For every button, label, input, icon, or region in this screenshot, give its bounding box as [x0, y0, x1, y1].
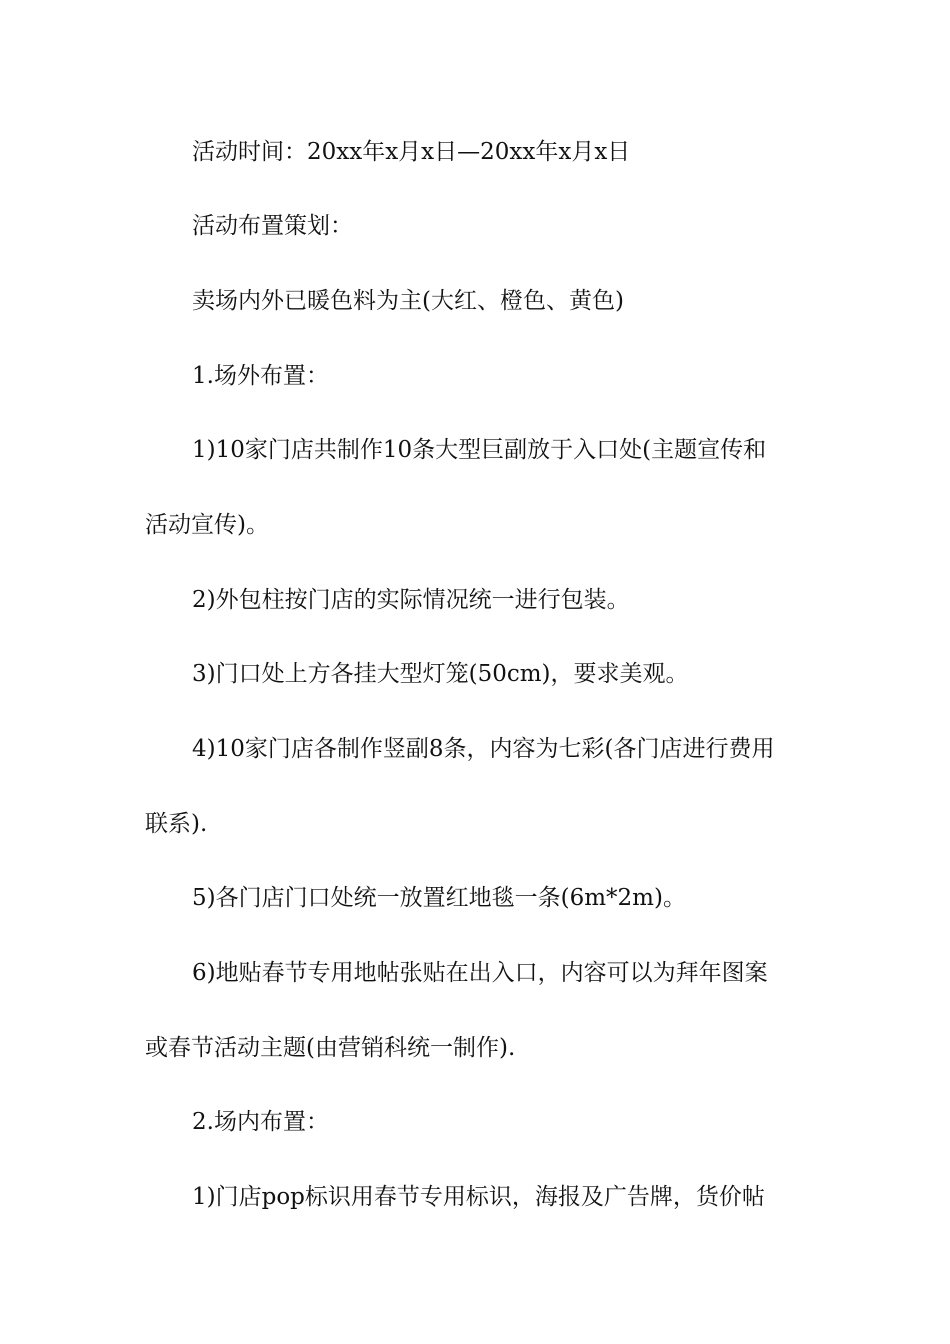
outdoor-item-4-line-2: 联系).	[145, 811, 208, 837]
outdoor-item-3: 3)门口处上方各挂大型灯笼(50cm)，要求美观。	[192, 661, 689, 687]
activity-time-line: 活动时间：20xx年x月x日—20xx年x月x日	[192, 139, 631, 165]
outdoor-item-2: 2)外包柱按门店的实际情况统一进行包装。	[192, 587, 630, 613]
layout-plan-heading: 活动布置策划：	[192, 213, 353, 239]
color-scheme-line: 卖场内外已暖色料为主(大红、橙色、黄色)	[192, 288, 624, 314]
outdoor-item-4-line-1: 4)10家门店各制作竖副8条，内容为七彩(各门店进行费用	[192, 736, 775, 762]
outdoor-layout-heading: 1.场外布置：	[192, 363, 329, 389]
outdoor-item-6-line-2: 或春节活动主题(由营销科统一制作).	[145, 1035, 516, 1061]
outdoor-item-1-line-1: 1)10家门店共制作10条大型巨副放于入口处(主题宣传和	[192, 437, 767, 463]
outdoor-item-6-line-1: 6)地贴春节专用地帖张贴在出入口，内容可以为拜年图案	[192, 960, 768, 986]
indoor-item-1-line-1: 1)门店pop标识用春节专用标识，海报及广告牌，货价帖	[192, 1184, 765, 1210]
outdoor-item-1-line-2: 活动宣传)。	[145, 512, 269, 538]
outdoor-item-5: 5)各门店门口处统一放置红地毯一条(6m*2m)。	[192, 885, 686, 911]
indoor-layout-heading: 2.场内布置：	[192, 1109, 329, 1135]
